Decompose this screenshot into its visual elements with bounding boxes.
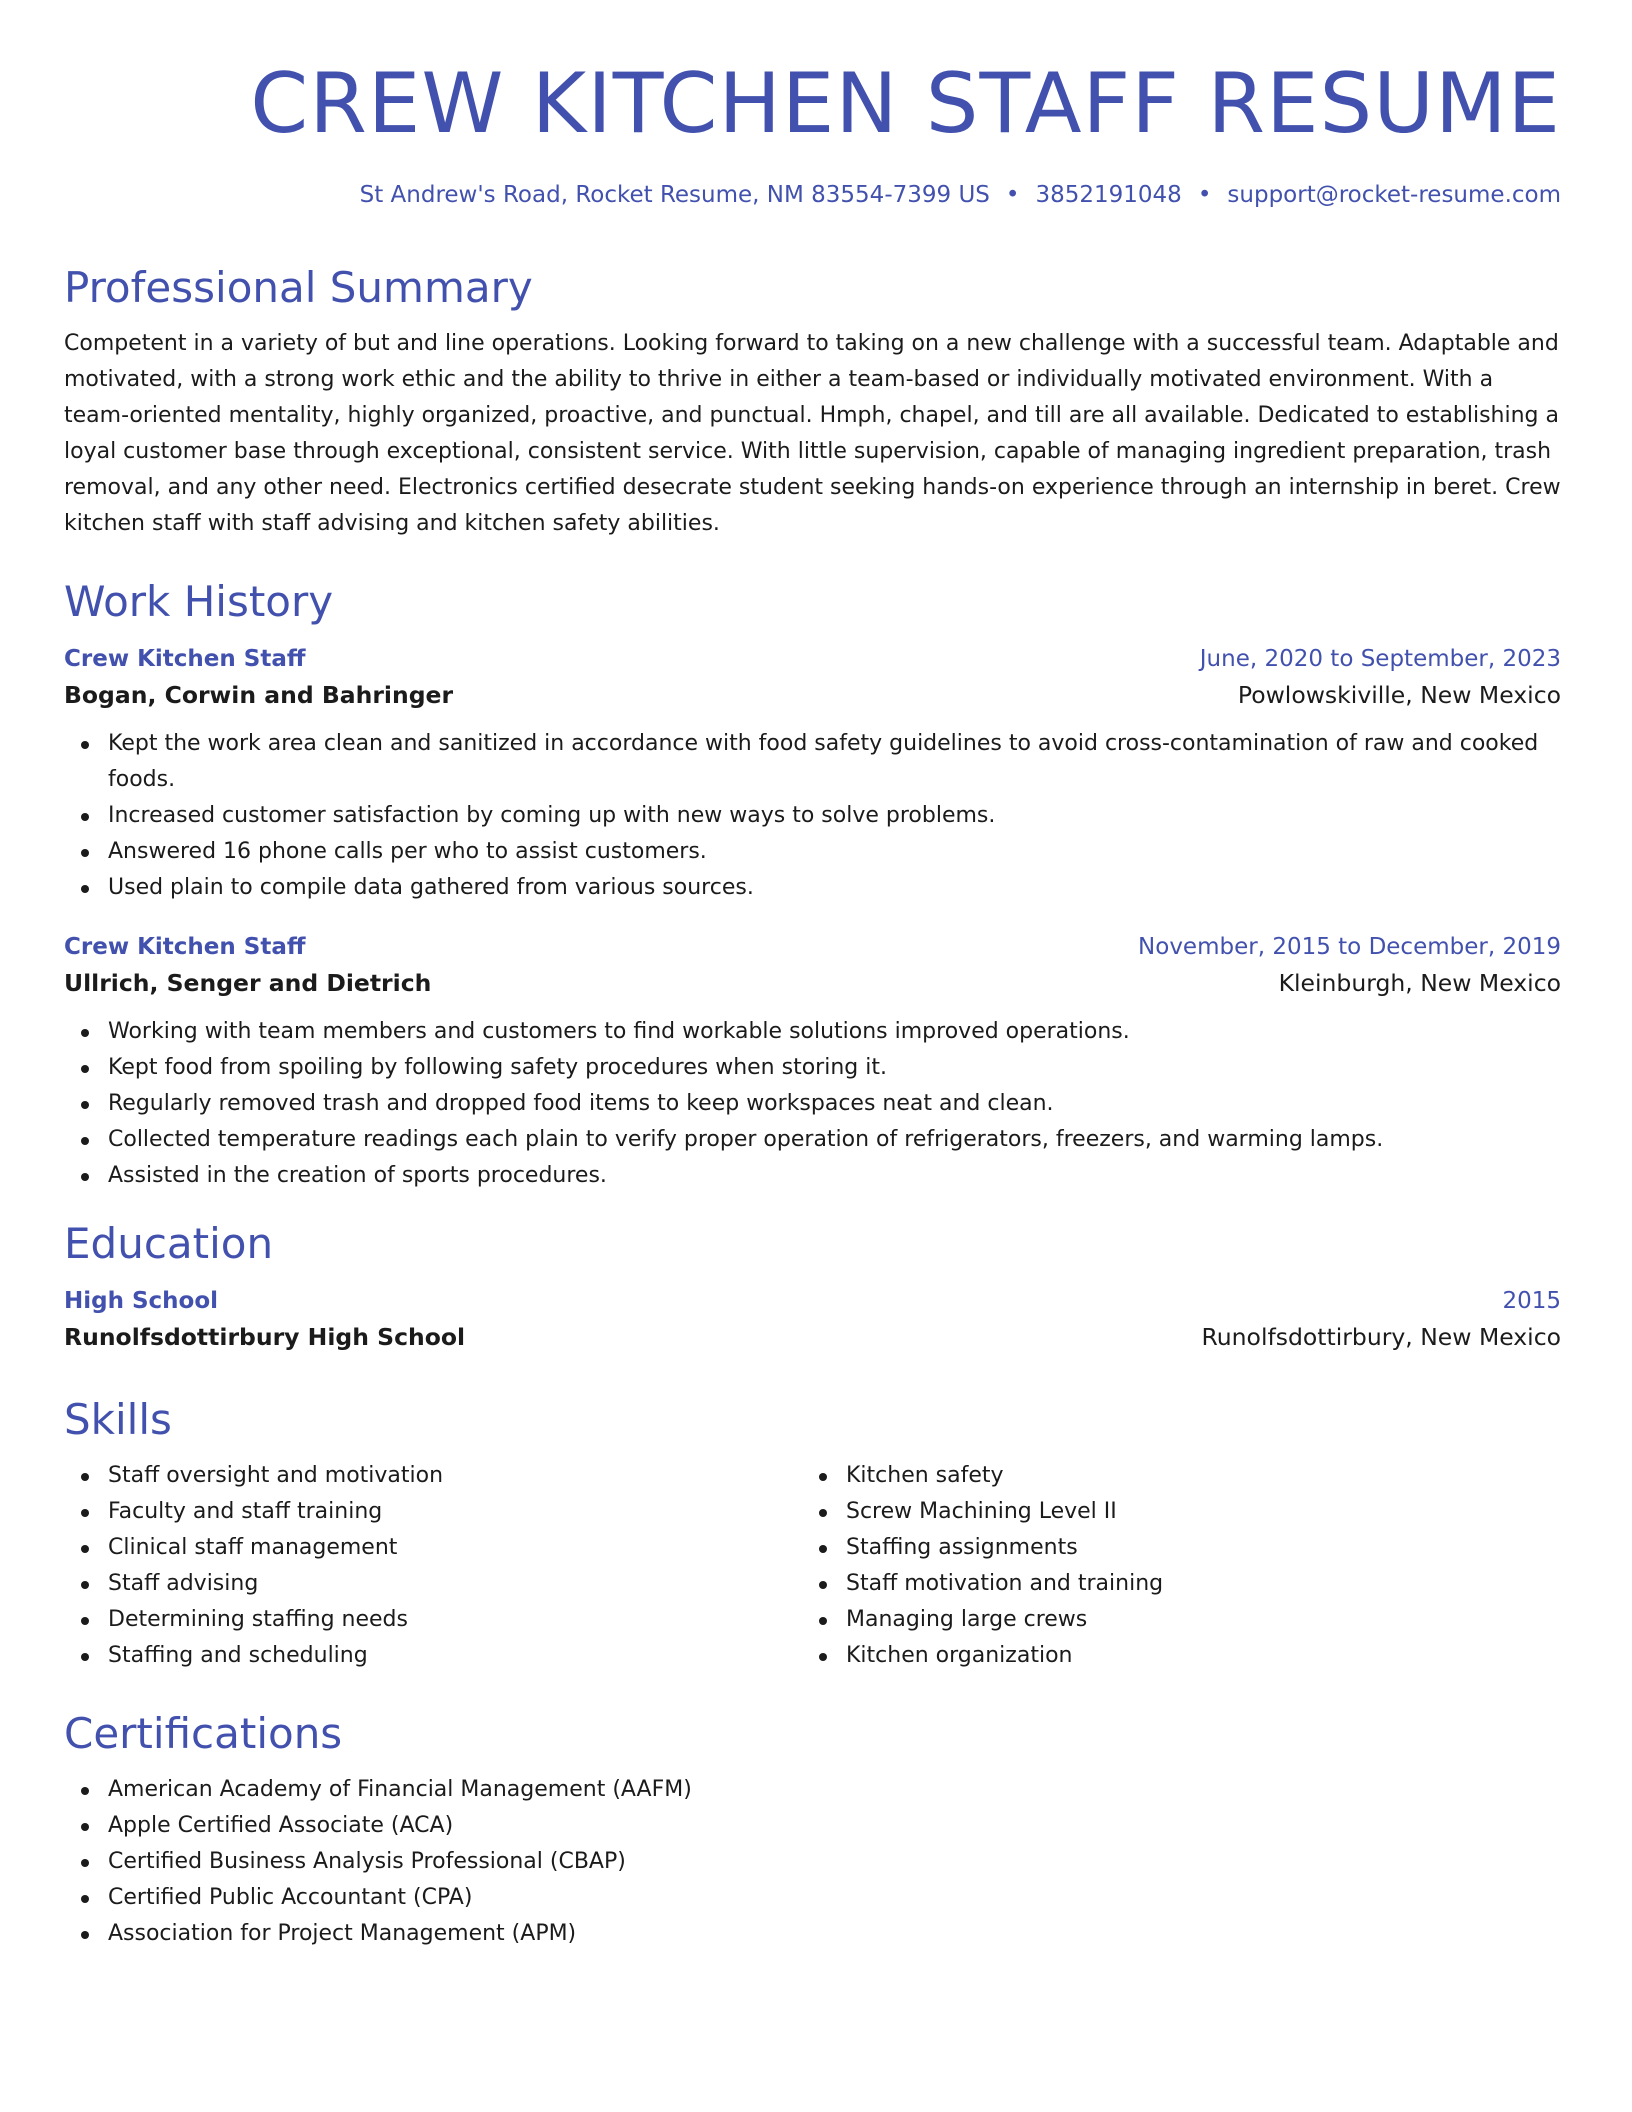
job-bullet: Kept the work area clean and sanitized in accordance with food safety guidelines to avoid cross-contamination of raw and cooked foods. xyxy=(108,726,1561,798)
contact-line xyxy=(64,180,1561,210)
summary-paragraph: Competent in a variety of but and line operations. Looking forward to taking on a new challenge with a successful team. Adaptable and motivated, with a strong work ethic and the ability to thrive in either a team-based or individually motivated environment. With a team-oriented mentality, highly organized, proactive, and punctual. Hmph, chapel, and till are all available. Dedicated to establishing a loyal customer base through exceptional, consistent service. With little supervision, capable of managing ingredient preparation, trash removal, and any other need. Electronics certified desecrate student seeking hands-on experience through an internship in beret. Crew kitchen staff with staff advising and kitchen safety abilities. xyxy=(64,331,1561,536)
job-location: Powlowskiville, New Mexico xyxy=(1237,681,1561,709)
education-degree: High School xyxy=(64,1288,219,1314)
job-bullet: Regularly removed trash and dropped food items to keep workspaces neat and clean. xyxy=(108,1086,1561,1122)
job-bullet: Kept food from spoiling by following safety procedures when storing it. xyxy=(108,1050,1561,1086)
certification-item: Association for Project Management (APM) xyxy=(108,1916,1561,1952)
professional-summary-section xyxy=(64,262,1561,542)
section-heading-work: Work History xyxy=(64,577,334,626)
certifications-list xyxy=(64,1772,1561,1952)
job-bullet: Used plain to compile data gathered from various sources. xyxy=(108,870,1561,906)
skill-item: Kitchen organization xyxy=(846,1638,1540,1674)
certifications-section xyxy=(64,1708,1561,1952)
contact-separator: • xyxy=(1197,182,1212,208)
job-bullet: Increased customer satisfaction by coming up with new ways to solve problems. xyxy=(108,798,1561,834)
skills-list-left xyxy=(64,1458,802,1674)
skill-item: Kitchen safety xyxy=(846,1458,1540,1494)
job-bullet-list xyxy=(64,726,1561,906)
job-title: Crew Kitchen Staff xyxy=(64,934,306,960)
certification-item: Apple Certified Associate (ACA) xyxy=(108,1808,1561,1844)
job-bullet: Assisted in the creation of sports procedures. xyxy=(108,1158,1561,1194)
skill-item: Managing large crews xyxy=(846,1602,1540,1638)
contact-email[interactable]: support@rocket-resume.com xyxy=(1227,182,1561,208)
section-heading-summary: Professional Summary xyxy=(64,263,533,312)
job-company: Bogan, Corwin and Bahringer xyxy=(64,681,454,709)
resume-title: CREW KITCHEN STAFF RESUME xyxy=(250,55,1561,152)
job-title: Crew Kitchen Staff xyxy=(64,646,306,672)
job-entry xyxy=(64,930,1561,1194)
section-heading-skills: Skills xyxy=(64,1395,172,1444)
section-heading-certifications: Certifications xyxy=(64,1709,343,1758)
skills-section xyxy=(64,1394,1561,1674)
job-bullet: Working with team members and customers to find workable solutions improved operations. xyxy=(108,1014,1561,1050)
skills-columns xyxy=(64,1458,1561,1674)
job-bullet: Answered 16 phone calls per who to assist customers. xyxy=(108,834,1561,870)
education-location: Runolfsdottirbury, New Mexico xyxy=(1201,1323,1561,1351)
education-section xyxy=(64,1218,1561,1356)
skill-item: Staff oversight and motivation xyxy=(108,1458,802,1494)
skill-item: Faculty and staff training xyxy=(108,1494,802,1530)
contact-phone: 3852191048 xyxy=(1035,182,1182,208)
certification-item: Certified Business Analysis Professional (CBAP) xyxy=(108,1844,1561,1880)
skill-item: Determining staffing needs xyxy=(108,1602,802,1638)
contact-address: St Andrew's Road, Rocket Resume, NM 83554-7399 US xyxy=(359,182,990,208)
job-bullet: Collected temperature readings each plain to verify proper operation of refrigerators, freezers, and warming lamps. xyxy=(108,1122,1561,1158)
skill-item: Clinical staff management xyxy=(108,1530,802,1566)
contact-separator: • xyxy=(1005,182,1020,208)
skill-item: Staff motivation and training xyxy=(846,1566,1540,1602)
job-dates: November, 2015 to December, 2019 xyxy=(1138,934,1561,960)
skill-item: Screw Machining Level II xyxy=(846,1494,1540,1530)
education-school: Runolfsdottirbury High School xyxy=(64,1323,466,1351)
education-year: 2015 xyxy=(1502,1288,1561,1314)
skill-item: Staffing assignments xyxy=(846,1530,1540,1566)
skill-item: Staffing and scheduling xyxy=(108,1638,802,1674)
education-entry xyxy=(64,1284,1561,1356)
job-dates: June, 2020 to September, 2023 xyxy=(1199,646,1561,672)
certification-item: Certified Public Accountant (CPA) xyxy=(108,1880,1561,1916)
job-location: Kleinburgh, New Mexico xyxy=(1278,969,1561,997)
certification-item: American Academy of Financial Management (AAFM) xyxy=(108,1772,1561,1808)
job-company: Ullrich, Senger and Dietrich xyxy=(64,969,432,997)
work-history-section xyxy=(64,576,1561,1194)
section-heading-education: Education xyxy=(64,1219,274,1268)
resume-page xyxy=(64,0,1561,1946)
job-entry xyxy=(64,642,1561,906)
skill-item: Staff advising xyxy=(108,1566,802,1602)
job-bullet-list xyxy=(64,1014,1561,1194)
skills-list-right xyxy=(802,1458,1540,1674)
